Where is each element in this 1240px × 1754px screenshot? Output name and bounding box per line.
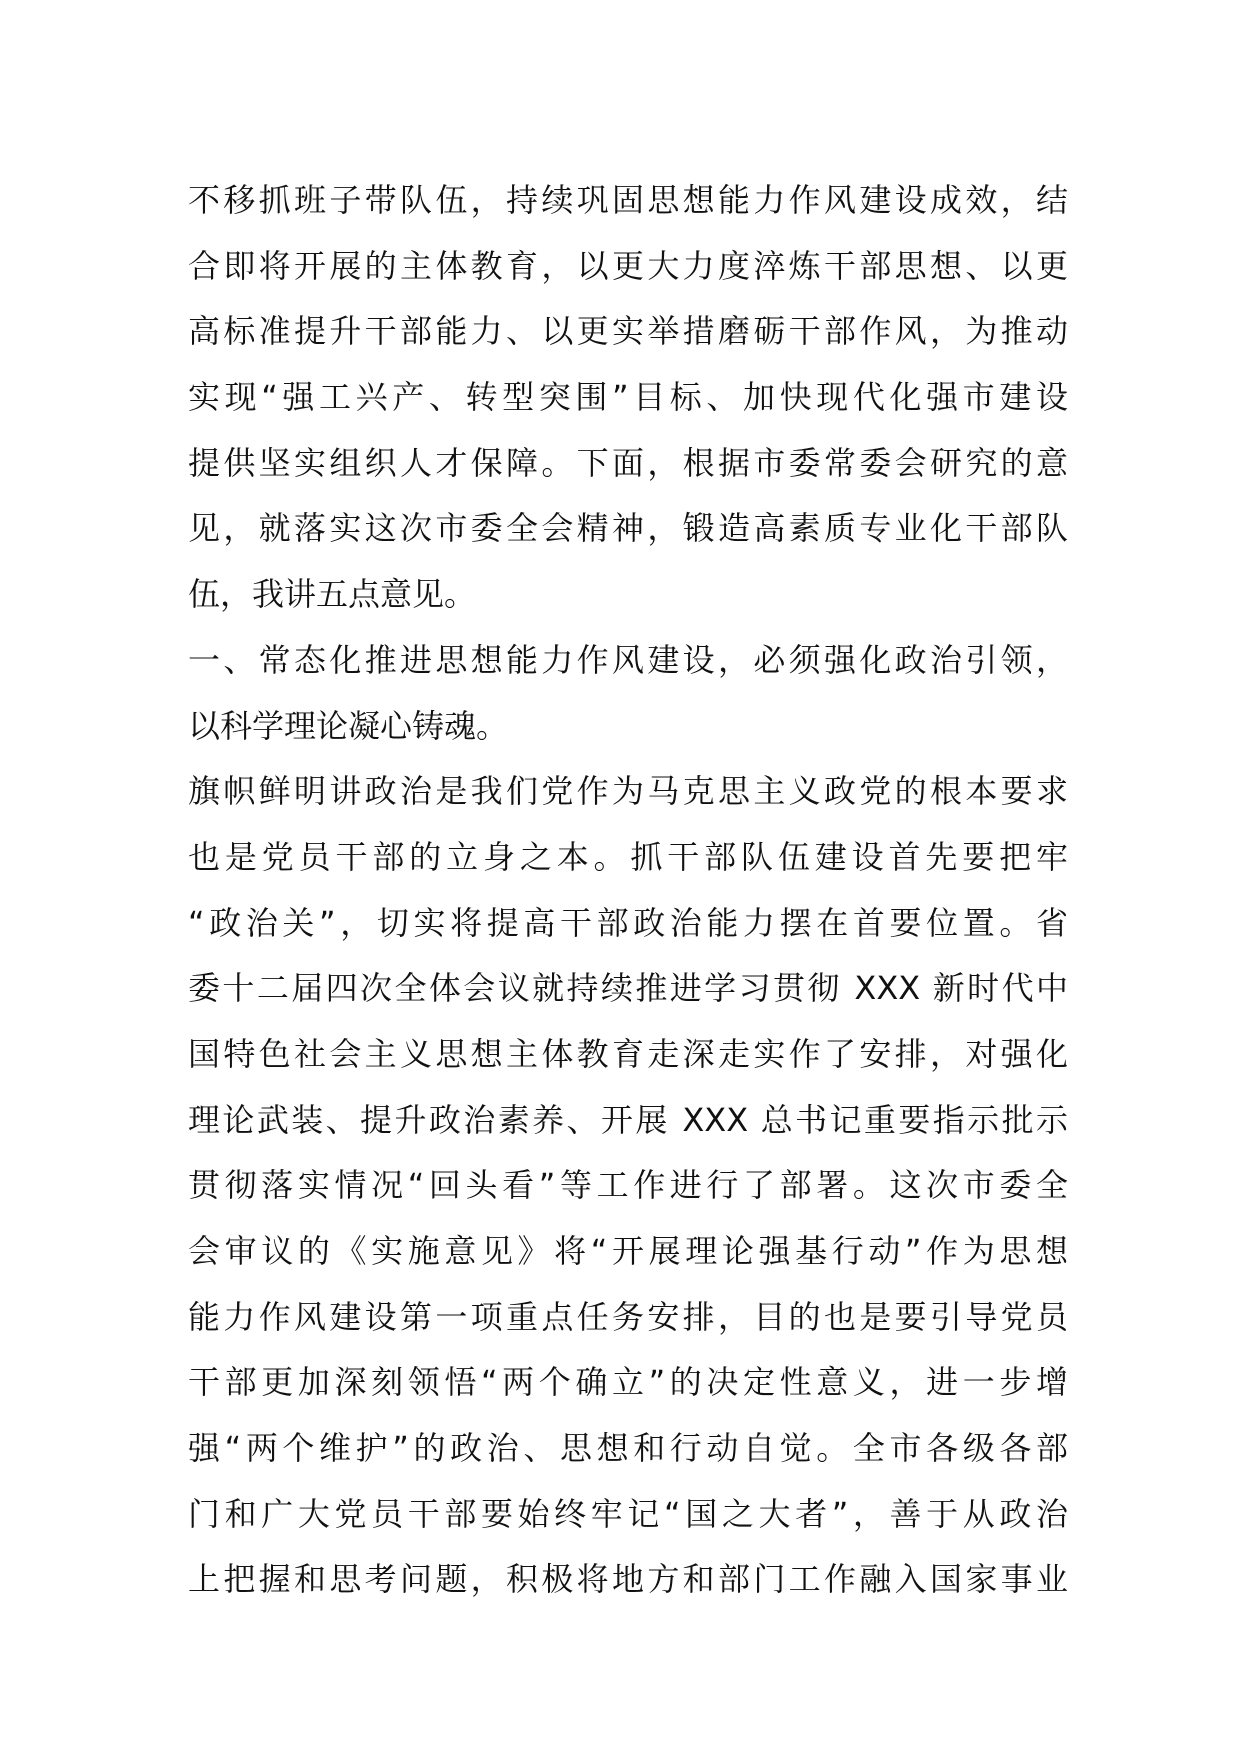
text-line: 上把握和思考问题，积极将地方和部门工作融入国家事业: [188, 1560, 1068, 1599]
text-line: 理论武装、提升政治素养、开展 XXX 总书记重要指示批示: [188, 1100, 1068, 1139]
body-text: [188, 168, 1068, 1613]
text-line: 会审议的《实施意见》将“开展理论强基行动”作为思想: [188, 1232, 1068, 1270]
section-heading-line: 一、常态化推进思想能力作风建设，必须强化政治引领，: [188, 640, 1068, 679]
text-line: 实现“强工兴产、转型突围”目标、加快现代化强市建设: [188, 378, 1068, 417]
text-line: 旗帜鲜明讲政治是我们党作为马克思主义政党的根本要求: [188, 772, 1068, 811]
section-heading-line: 以科学理论凝心铸魂。: [188, 706, 509, 745]
text-line: 见，就落实这次市委全会精神，锻造高素质专业化干部队: [188, 509, 1068, 548]
text-line: “政治关”，切实将提高干部政治能力摆在首要位置。省: [188, 903, 1068, 942]
text-line: 高标准提升干部能力、以更实举措磨砺干部作风，为推动: [188, 312, 1068, 351]
text-line: 干部更加深刻领悟“两个确立”的决定性意义，进一步增: [188, 1363, 1068, 1402]
text-line: 门和广大党员干部要始终牢记“国之大者”，善于从政治: [188, 1494, 1068, 1533]
text-line: 伍，我讲五点意见。: [188, 575, 477, 614]
text-line: 提供坚实组织人才保障。下面，根据市委常委会研究的意: [188, 443, 1068, 482]
text-line: 合即将开展的主体教育，以更大力度淬炼干部思想、以更: [188, 246, 1068, 285]
text-line: 不移抓班子带队伍，持续巩固思想能力作风建设成效，结: [188, 181, 1068, 219]
text-line: 也是党员干部的立身之本。抓干部队伍建设首先要把牢: [188, 837, 1068, 876]
text-line: 贯彻落实情况“回头看”等工作进行了部署。这次市委全: [188, 1166, 1068, 1205]
text-line: 国特色社会主义思想主体教育走深走实作了安排，对强化: [188, 1034, 1068, 1073]
text-line: 强“两个维护”的政治、思想和行动自觉。全市各级各部: [188, 1429, 1068, 1468]
text-line: 委十二届四次全体会议就持续推进学习贯彻 XXX 新时代中: [188, 969, 1068, 1008]
text-line: 能力作风建设第一项重点任务安排，目的也是要引导党员: [188, 1297, 1068, 1336]
